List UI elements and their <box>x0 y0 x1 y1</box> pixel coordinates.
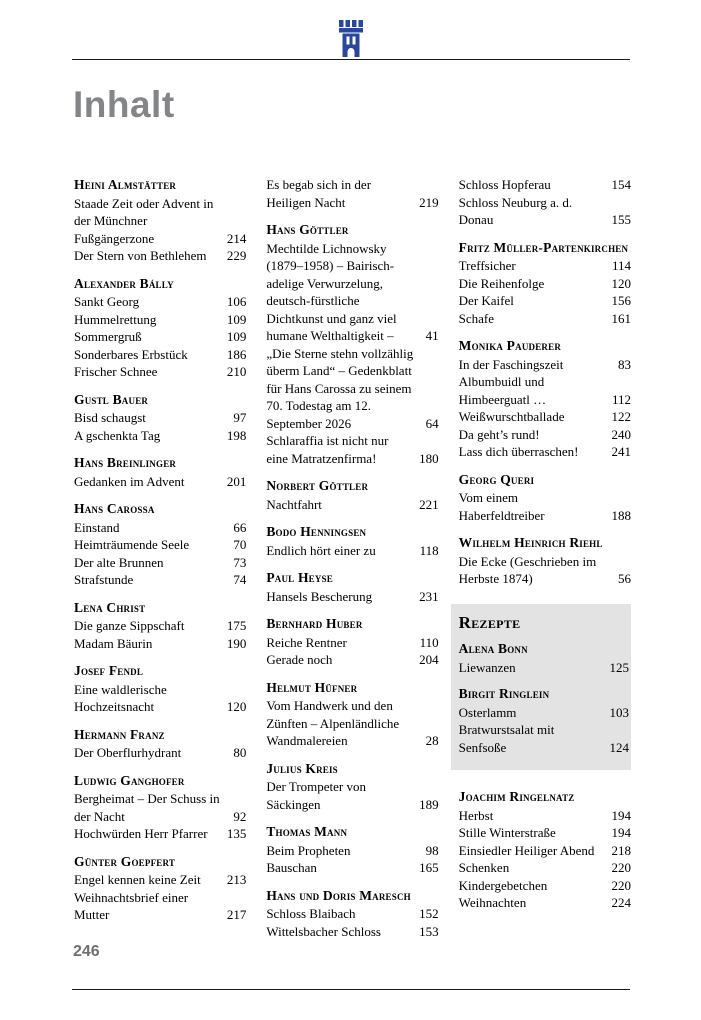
entry-page-number: 156 <box>611 293 631 308</box>
toc-entry <box>74 195 246 248</box>
author-heading: Hans und Doris Maresch <box>266 887 411 903</box>
entry-title: Schlaraffia ist nicht nur eine Matratzenfirma! <box>266 433 389 466</box>
entry-page-number: 188 <box>611 507 631 523</box>
entry-page-number: 186 <box>226 346 247 362</box>
toc-entry <box>459 877 631 895</box>
entry-page-number: 153 <box>419 923 439 939</box>
author-heading: Ludwig Ganghofer <box>74 772 185 788</box>
author-heading: Birgit Ringlein <box>458 686 550 701</box>
toc-entry <box>266 859 438 877</box>
entry-title: In der Faschingszeit <box>458 356 564 372</box>
entry-title: Vom Handwerk und den Zünften – Alpenländliche Wandmalereien <box>266 698 400 748</box>
recipes-section-heading: Rezepte <box>458 612 521 632</box>
entry-title: Mechtilde Lichnowsky (1879–1958) – Bairisch-adelige Verwurzelung, deutsch-fürstliche Dichtkunst und ganz viel humane Welthaltigkeit – <box>266 240 397 343</box>
entry-page-number: 220 <box>611 877 631 893</box>
entry-page-number: 189 <box>419 796 439 812</box>
toc-entry <box>74 681 246 716</box>
entry-title: Liewanzen <box>458 659 516 675</box>
toc-entry <box>459 704 629 722</box>
entry-title: Beim Propheten <box>266 842 351 858</box>
author-heading: Georg Queri <box>458 471 535 487</box>
entry-page-number: 218 <box>611 842 631 858</box>
entry-page-number: 98 <box>425 842 439 858</box>
entry-page-number: 204 <box>419 652 439 667</box>
entry-page-number: 240 <box>611 426 631 442</box>
entry-title: Es begab sich in der Heiligen Nacht <box>266 177 372 210</box>
recipes-box <box>451 604 631 771</box>
entry-title: Der alte Brunnen <box>74 554 164 570</box>
toc-entry <box>459 443 631 461</box>
toc-entry <box>459 176 631 194</box>
entry-title: Der Oberflurhydrant <box>74 745 182 760</box>
author-heading: Gustl Bauer <box>74 391 149 407</box>
entry-page-number: 64 <box>425 415 439 431</box>
entry-title: Sommergruß <box>74 329 142 344</box>
author-heading: Hans Breinlinger <box>74 455 177 470</box>
entry-title: Der Stern von Bethlehem <box>74 248 207 263</box>
entry-page-number: 231 <box>419 588 439 604</box>
author-heading: Josef Fendl <box>74 663 144 678</box>
entry-title: Einstand <box>74 519 120 535</box>
toc-entry <box>459 894 631 912</box>
entry-title: Schloss Hopferau <box>458 177 551 192</box>
author-heading: Fritz Müller-Partenkirchen <box>458 239 629 255</box>
entry-page-number: 198 <box>226 427 247 443</box>
entry-page-number: 152 <box>419 906 439 921</box>
entry-title: Gedanken im Advent <box>74 473 185 489</box>
entry-title: Bauschan <box>266 860 317 875</box>
entry-page-number: 217 <box>226 907 247 922</box>
entry-page-number: 221 <box>419 496 439 512</box>
toc-entry <box>459 553 631 588</box>
toc-entry <box>459 194 631 229</box>
toc-entry <box>74 554 246 572</box>
entry-title: Weihnachten <box>458 895 527 910</box>
folio-page-number: 246 <box>73 943 100 960</box>
bottom-rule <box>72 989 630 990</box>
top-rule <box>72 59 630 60</box>
entry-title: Lass dich überraschen! <box>458 444 579 459</box>
entry-title: Einsiedler Heiliger Abend <box>458 842 595 858</box>
entry-title: Staade Zeit oder Advent in der Münchner Fußgängerzone <box>74 195 214 246</box>
toc-entry <box>74 617 246 635</box>
author-heading: Hans Göttler <box>266 222 349 237</box>
toc-entry <box>74 328 246 346</box>
entry-page-number: 214 <box>226 230 247 246</box>
toc-column-1 <box>74 176 246 948</box>
entry-page-number: 194 <box>611 807 631 823</box>
author-heading: Wilhelm Heinrich Riehl <box>458 535 603 550</box>
entry-page-number: 210 <box>226 364 247 379</box>
toc-entry <box>74 247 246 265</box>
entry-page-number: 70 <box>233 537 247 552</box>
toc-entry <box>459 408 631 426</box>
toc-entry <box>74 889 246 924</box>
author-heading: Heini Almstätter <box>74 177 177 192</box>
entry-title: Bergheimat – Der Schuss in der Nacht <box>74 791 220 824</box>
entry-page-number: 73 <box>233 554 247 570</box>
toc-entry <box>459 659 629 677</box>
entry-title: Hummelrettung <box>74 311 157 327</box>
toc-entry <box>74 635 246 653</box>
toc-entry <box>459 426 631 444</box>
toc-entry <box>266 634 438 652</box>
entry-page-number: 161 <box>611 310 631 326</box>
entry-title: Heimträumende Seele <box>74 537 190 552</box>
toc-entry <box>459 275 631 293</box>
toc-entry <box>266 345 438 433</box>
toc-column-3 <box>459 176 631 948</box>
entry-page-number: 103 <box>609 704 629 720</box>
entry-page-number: 122 <box>611 409 631 424</box>
author-heading: Paul Heyse <box>266 570 333 585</box>
toc-entry <box>266 496 438 514</box>
toc-entry <box>459 292 631 310</box>
entry-page-number: 135 <box>226 826 247 841</box>
entry-title: Da geht’s rund! <box>458 426 540 442</box>
author-heading: Bernhard Huber <box>266 616 363 631</box>
entry-page-number: 74 <box>233 572 247 587</box>
toc-entry <box>74 311 246 329</box>
entry-title: Gerade noch <box>266 652 333 667</box>
toc-entry <box>459 807 631 825</box>
toc-entry <box>266 697 438 750</box>
entry-title: Treffsicher <box>458 258 516 273</box>
entry-title: Schloss Blaibach <box>266 906 356 921</box>
author-heading: Hans Carossa <box>74 501 155 516</box>
toc-columns <box>74 176 631 948</box>
entry-title: Weißwurschtballade <box>458 409 565 424</box>
toc-entry <box>74 790 246 825</box>
entry-page-number: 241 <box>611 444 631 459</box>
entry-title: Weihnachtsbrief einer Mutter <box>74 889 189 922</box>
entry-page-number: 120 <box>611 275 631 291</box>
entry-page-number: 154 <box>611 177 631 192</box>
entry-title: Sankt Georg <box>74 294 140 309</box>
entry-title: Wittelsbacher Schloss <box>266 923 381 939</box>
toc-column-2 <box>266 176 438 948</box>
entry-title: Hochwürden Herr Pfarrer <box>74 826 208 841</box>
entry-page-number: 213 <box>226 872 247 887</box>
toc-entry <box>266 778 438 813</box>
entry-page-number: 180 <box>419 450 439 466</box>
toc-entry <box>74 427 246 445</box>
author-heading: Helmut Hüfner <box>266 679 358 695</box>
entry-title: Schloss Neuburg a. d. Donau <box>458 194 573 227</box>
entry-title: Bisd schaugst <box>74 410 146 425</box>
author-heading: Lena Christ <box>74 599 146 615</box>
author-heading: Bodo Henningsen <box>266 524 367 539</box>
toc-entry <box>74 536 246 554</box>
toc-entry <box>266 176 438 211</box>
toc-entry <box>459 373 631 408</box>
entry-page-number: 106 <box>226 294 247 309</box>
entry-title: Kindergebetchen <box>458 877 548 893</box>
entry-page-number: 120 <box>226 699 247 714</box>
toc-entry <box>74 519 246 537</box>
entry-page-number: 219 <box>419 194 439 210</box>
entry-title: Reiche Rentner <box>266 634 347 650</box>
author-heading: Günter Goepfert <box>74 853 176 869</box>
author-heading: Alena Bonn <box>458 641 528 656</box>
toc-entry <box>459 721 629 756</box>
entry-page-number: 56 <box>617 571 631 586</box>
entry-page-number: 125 <box>609 659 629 675</box>
entry-page-number: 112 <box>611 391 631 407</box>
toc-entry <box>74 571 246 589</box>
entry-page-number: 224 <box>611 895 631 910</box>
entry-title: A gschenkta Tag <box>74 427 161 443</box>
entry-page-number: 229 <box>226 248 247 263</box>
entry-title: Osterlamm <box>458 704 517 720</box>
entry-page-number: 190 <box>226 635 247 651</box>
entry-title: Die Ecke (Geschrieben im Herbste 1874) <box>458 553 597 586</box>
entry-page-number: 109 <box>226 329 247 344</box>
entry-page-number: 28 <box>425 733 439 748</box>
toc-entry <box>266 923 438 941</box>
entry-title: Strafstunde <box>74 572 134 587</box>
entry-page-number: 109 <box>226 311 247 327</box>
entry-title: Schenken <box>458 860 510 875</box>
entry-page-number: 118 <box>419 542 439 558</box>
entry-title: Bratwurstsalat mit Senfsoße <box>458 722 555 755</box>
entry-page-number: 114 <box>611 258 631 273</box>
entry-title: Engel kennen keine Zeit <box>74 872 201 887</box>
entry-page-number: 201 <box>226 473 247 489</box>
entry-page-number: 97 <box>233 410 247 425</box>
toc-entry <box>74 473 246 491</box>
toc-entry <box>459 310 631 328</box>
toc-entry <box>74 293 246 311</box>
entry-page-number: 66 <box>233 519 247 535</box>
entry-title: Endlich hört einer zu <box>266 542 376 558</box>
entry-title: Hansels Bescherung <box>266 588 373 604</box>
entry-title: Herbst <box>458 807 494 823</box>
entry-title: Schafe <box>458 310 495 326</box>
toc-entry <box>459 842 631 860</box>
entry-title: Eine waldlerische Hochzeitsnacht <box>74 681 167 714</box>
author-heading: Alexander Bálly <box>74 275 174 291</box>
toc-entry <box>74 825 246 843</box>
entry-title: „Die Sterne stehn vollzählig überm Land“ – Gedenkblatt für Hans Carossa zu seinem 70. Todestag am 12. September 2026 <box>266 345 414 431</box>
entry-title: Die ganze Sippschaft <box>74 618 185 633</box>
toc-entry <box>74 744 246 762</box>
author-heading: Hermann Franz <box>74 726 165 742</box>
entry-title: Madam Bäurin <box>74 635 153 651</box>
entry-page-number: 110 <box>419 634 439 650</box>
entry-title: Albumbuidl und Himbeerguatl … <box>458 374 547 407</box>
page-title: Inhalt <box>73 84 175 125</box>
entry-page-number: 92 <box>233 808 247 824</box>
author-heading: Julius Kreis <box>266 760 338 776</box>
toc-entry <box>74 871 246 889</box>
author-heading: Monika Pauderer <box>458 338 562 353</box>
entry-title: Der Kaifel <box>458 293 514 308</box>
toc-entry <box>266 542 438 560</box>
toc-entry <box>74 346 246 364</box>
entry-title: Die Reihenfolge <box>458 275 545 291</box>
toc-entry <box>459 824 631 842</box>
entry-title: Sonderbares Erbstück <box>74 346 188 362</box>
entry-page-number: 220 <box>611 860 631 875</box>
entry-title: Vom einem Haberfeldtreiber <box>458 490 545 523</box>
entry-title: Nachtfahrt <box>266 496 322 512</box>
entry-title: Der Trompeter von Säckingen <box>266 779 366 812</box>
toc-entry <box>266 842 438 860</box>
entry-page-number: 83 <box>617 356 631 372</box>
toc-entry <box>74 409 246 427</box>
entry-page-number: 80 <box>233 745 247 760</box>
toc-entry <box>266 588 438 606</box>
toc-entry <box>459 356 631 374</box>
toc-entry <box>266 240 438 345</box>
entry-page-number: 155 <box>611 212 631 227</box>
author-heading: Norbert Göttler <box>266 478 369 493</box>
author-heading: Thomas Mann <box>266 824 348 839</box>
toc-entry <box>459 859 631 877</box>
entry-page-number: 124 <box>609 739 629 755</box>
toc-entry <box>266 432 438 467</box>
entry-page-number: 175 <box>226 618 247 633</box>
entry-title: Stille Winterstraße <box>458 825 556 840</box>
entry-page-number: 194 <box>611 825 631 840</box>
entry-page-number: 165 <box>419 860 439 875</box>
toc-entry <box>459 257 631 275</box>
toc-entry <box>266 905 438 923</box>
publisher-tower-logo-icon <box>336 19 366 57</box>
toc-entry <box>459 489 631 524</box>
toc-entry <box>74 363 246 381</box>
entry-title: Frischer Schnee <box>74 364 158 379</box>
author-heading: Joachim Ringelnatz <box>458 789 575 804</box>
toc-entry <box>266 651 438 669</box>
entry-page-number: 41 <box>425 328 439 343</box>
